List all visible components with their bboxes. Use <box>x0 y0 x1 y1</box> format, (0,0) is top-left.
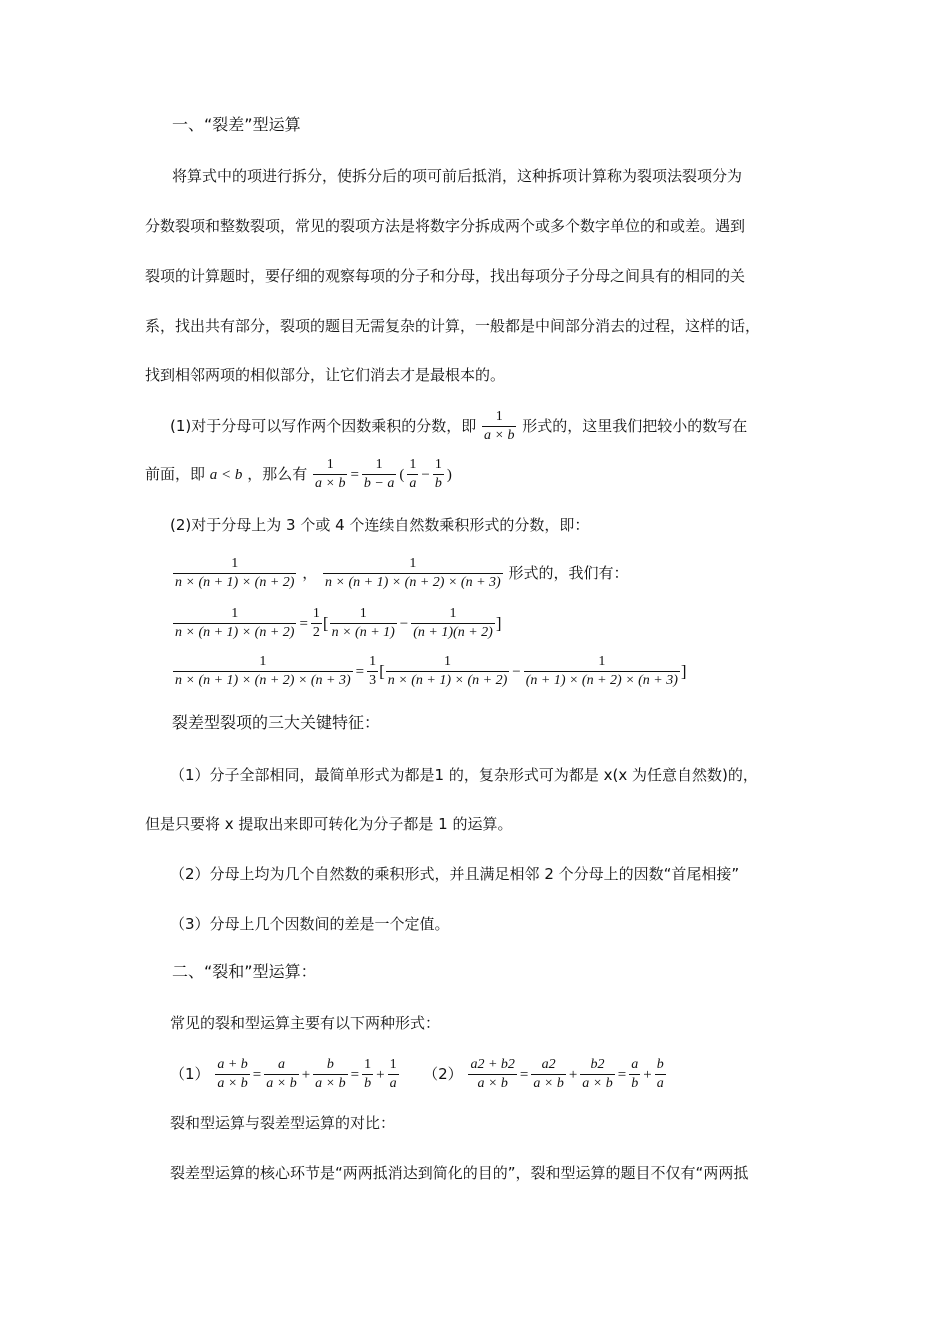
formula-4-consecutive: $\frac{1}{n \times (n + 1) \times (n + 2) \times (n + 3)}$ = $\frac{1}{3}$ [ $\frac{1}{n \times (n + 1) \times (n + 2)}$ − $\frac{1}{(n + 1) \times (n + 2) \times (n + 3)}$ ] <box>175 654 687 688</box>
compare-title: 裂和型运算与裂差型运算的对比： <box>170 1114 396 1132</box>
para1-line3: 裂项的计算题时，要仔细的观察每项的分子和分母，找出每项分子分母之间具有的相同的关 <box>145 267 746 285</box>
formula-label-1: （1） <box>170 1065 210 1083</box>
fraction-1-over-axb: $\frac{1}{a \times b}$ <box>484 409 515 443</box>
section2-intro: 常见的裂和型运算主要有以下两种形式： <box>170 1014 441 1032</box>
feature1-line1: （1）分子全部相同，最简单形式为都是1 的，复杂形式可为都是 x(x 为任意自然数)的， <box>170 766 758 784</box>
formula-label-2: （2） <box>423 1065 463 1083</box>
feature3-line: （3）分母上几个因数间的差是一个定值。 <box>170 915 450 933</box>
compare-text: 裂差型运算的核心环节是“两两抵消达到简化的目的”，裂和型运算的题目不仅有“两两抵 <box>170 1164 749 1182</box>
para1-line5: 找到相邻两项的相似部分，让它们消去才是最根本的。 <box>145 366 506 384</box>
para1-line4: 系，找出共有部分，裂项的题目无需复杂的计算，一般都是中间部分消去的过程，这样的话， <box>145 317 761 335</box>
features-title: 裂差型裂项的三大关键特征： <box>172 713 381 732</box>
fraction-3-consecutive: $\frac{1}{n \times (n + 1) \times (n + 2)}$ <box>175 556 295 590</box>
para1-line2: 分数裂项和整数裂项，常见的裂项方法是将数字分拆成两个或多个数字单位的和或差。遇到 <box>145 217 746 235</box>
rule2-forms <box>172 550 628 596</box>
fraction-4-consecutive: $\frac{1}{n \times (n + 1) \times (n + 2) \times (n + 3)}$ <box>325 556 501 590</box>
rule1-text-b: 形式的，这里我们把较小的数写在 <box>522 417 748 435</box>
section2-formulas: （1） $\frac{a + b}{a \times b}$ = $\frac{a}{a \times b}$ + $\frac{b}{a \times b}$ = $\frac{1}{b}$ + $\frac{1}{a}$ （2） $\frac{a2 + b2}{a \times b}$ = $\frac{a2}{a \times b}$ + $\frac{b2}{a \times b}$ = $\frac{a}{b}$ + $\frac{b}{a}$ <box>170 1057 664 1091</box>
feature1-line2: 但是只要将 x 提取出来即可转化为分子都是 1 的运算。 <box>145 815 513 833</box>
rule1-condition: a < b <box>209 467 243 483</box>
rule2-end: 形式的，我们有： <box>508 564 629 582</box>
feature2-line: （2）分母上均为几个自然数的乘积形式，并且满足相邻 2 个分母上的因数“首尾相接” <box>170 865 740 883</box>
rule1-formula: $\frac{1}{a \times b}$ = $\frac{1}{b - a}$ ( $\frac{1}{a}$ − $\frac{1}{b}$ ) <box>315 457 452 491</box>
rule1-text-d: ，那么有 <box>247 465 308 483</box>
rule1-line1 <box>170 402 747 450</box>
section1-heading: 一、“裂差”型运算 <box>172 115 301 134</box>
para1-line1: 将算式中的项进行拆分，使拆分后的项可前后抵消，这种拆项计算称为裂项法裂项分为 <box>172 167 743 185</box>
rule2-sep: ， <box>302 564 318 582</box>
rule1-text-c: 前面，即 <box>145 465 206 483</box>
rule1-line2 <box>145 450 454 499</box>
rule1-text-a: (1)对于分母可以写作两个因数乘积的分数，即 <box>170 417 477 435</box>
rule2-line: (2)对于分母上为 3 个或 4 个连续自然数乘积形式的分数，即： <box>170 516 590 534</box>
formula-3-consecutive: $\frac{1}{n \times (n + 1) \times (n + 2)}$ = $\frac{1}{2}$ [ $\frac{1}{n \times (n + 1)}$ − $\frac{1}{(n + 1)(n + 2)}$ ] <box>175 606 502 640</box>
section2-heading: 二、“裂和”型运算： <box>172 962 317 981</box>
